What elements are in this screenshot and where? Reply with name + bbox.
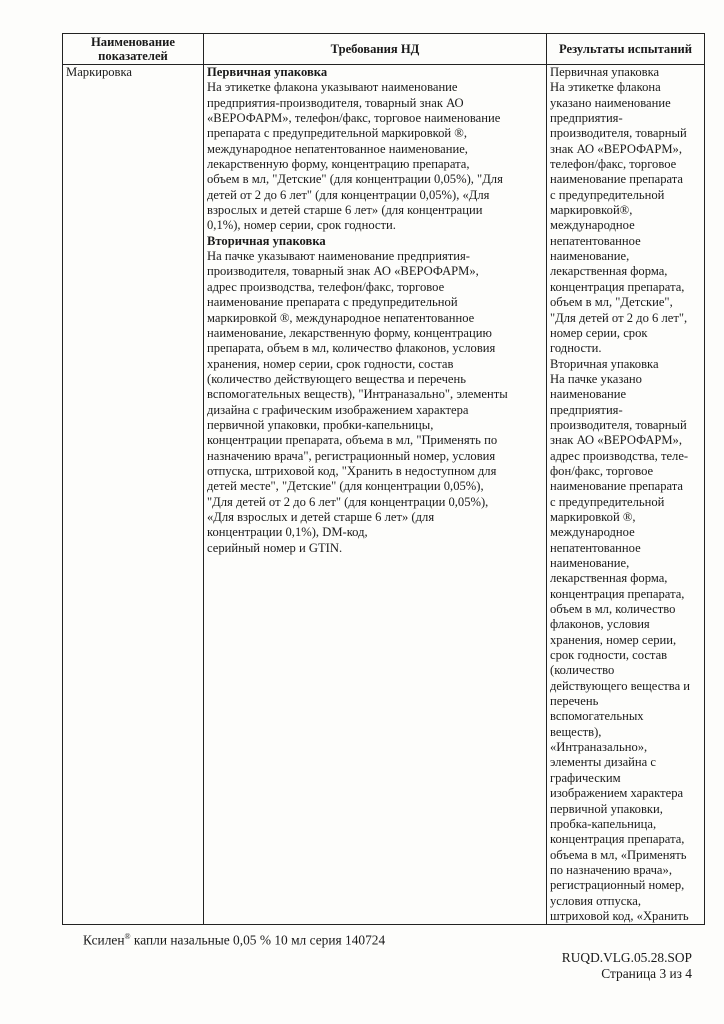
header-requirements: Требования НД bbox=[204, 34, 547, 65]
results-text: Первичная упаковка На этикетке флакона указано наименование предприятия- производителя, товарный знак АО «ВЕРОФАРМ», телефон/факс, торговое наименование препарата с предупредительной маркировкой®, международное непатентованное наименование, лекарственная форма, концентрация препарата, объем в мл, "Детские", "Для детей от 2 до 6 лет", номер серии, срок годности. Вторичная упаковка На пачке указано наименование предприятия- производителя, товарный знак АО «ВЕРОФАРМ», адрес производства, теле- фон/факс, торговое наименование препарата с предупредительной маркировкой ®, международное непатентованное наименование, лекарственная форма, концентрация препарата, объем в мл, количество флаконов, условия хранения, номер серии, срок годности, состав (количество действующего вещества и перечень вспомогательных веществ), «Интраназально», элементы дизайна с графическим изображением характера первичной упаковки, пробка-капельница, концентрация препарата, объема в мл, «Применять по назначению врача», регистрационный номер, условия отпуска, штриховой код, «Хранить bbox=[550, 65, 691, 923]
secondary-package-text: На пачке указывают наименование предприятия- производителя, товарный знак АО «ВЕРОФАРМ», адрес производства, телефон/факс, торговое наименование препарата с предупредительной маркировкой ®, международное непатентованное наименование, лекарственную форму, концентрацию препарата, объем в мл, количество флаконов, условия хранения, номер серии, срок годности, состав (количество действующего вещества и перечень вспомогательных веществ), "Интраназально", элементы дизайна с графическим изображением характера первичной упаковки, пробки-капельницы, концентрации препарата, объема в мл, "Применять по назначению врача", регистрационный номер, условия отпуска, штриховой код, "Хранить в недоступном для детей месте", "Детские" (для концентрации 0,05%), "Для детей от 2 до 6 лет" (для концентрации 0,05%), «Для взрослых и детей старше 6 лет» (для концентрации 0,1%), DM-код, серийный номер и GTIN. bbox=[207, 249, 508, 555]
primary-package-text: На этикетке флакона указывают наименование предприятия-производителя, товарный знак АО «ВЕРОФАРМ», телефон/факс, торговое наименование препарата с предупредительной маркировкой ®, международное непатентованное наименование, лекарственную форму, концентрацию препарата, объем в мл, "Детские" (для концентрации 0,05%), "Для детей от 2 до 6 лет" (для концентрации 0,05%), «Для взрослых и детей старше 6 лет» (для концентрации 0,1%), номер серии, срок годности. bbox=[207, 80, 503, 233]
page-number: Страница 3 из 4 bbox=[601, 966, 692, 981]
table-row bbox=[63, 65, 705, 925]
header-indicators: Наименование показателей bbox=[63, 34, 204, 65]
document-code: RUQD.VLG.05.28.SOP bbox=[561, 950, 692, 965]
footer-doc-info bbox=[562, 950, 692, 982]
footer-product bbox=[83, 932, 385, 948]
registered-mark: ® bbox=[124, 932, 131, 941]
product-description: капли назальные 0,05 % 10 мл серия 140724 bbox=[130, 932, 386, 948]
header-results: Результаты испытаний bbox=[547, 34, 705, 65]
requirements-cell bbox=[204, 65, 547, 925]
results-cell bbox=[547, 65, 705, 925]
specification-table bbox=[62, 33, 705, 925]
primary-package-title: Первичная упаковка bbox=[207, 65, 328, 79]
product-name: Ксилен bbox=[83, 932, 125, 948]
indicator-cell: Маркировка bbox=[63, 65, 204, 925]
table-header-row bbox=[63, 34, 705, 65]
secondary-package-title: Вторичная упаковка bbox=[207, 233, 326, 248]
